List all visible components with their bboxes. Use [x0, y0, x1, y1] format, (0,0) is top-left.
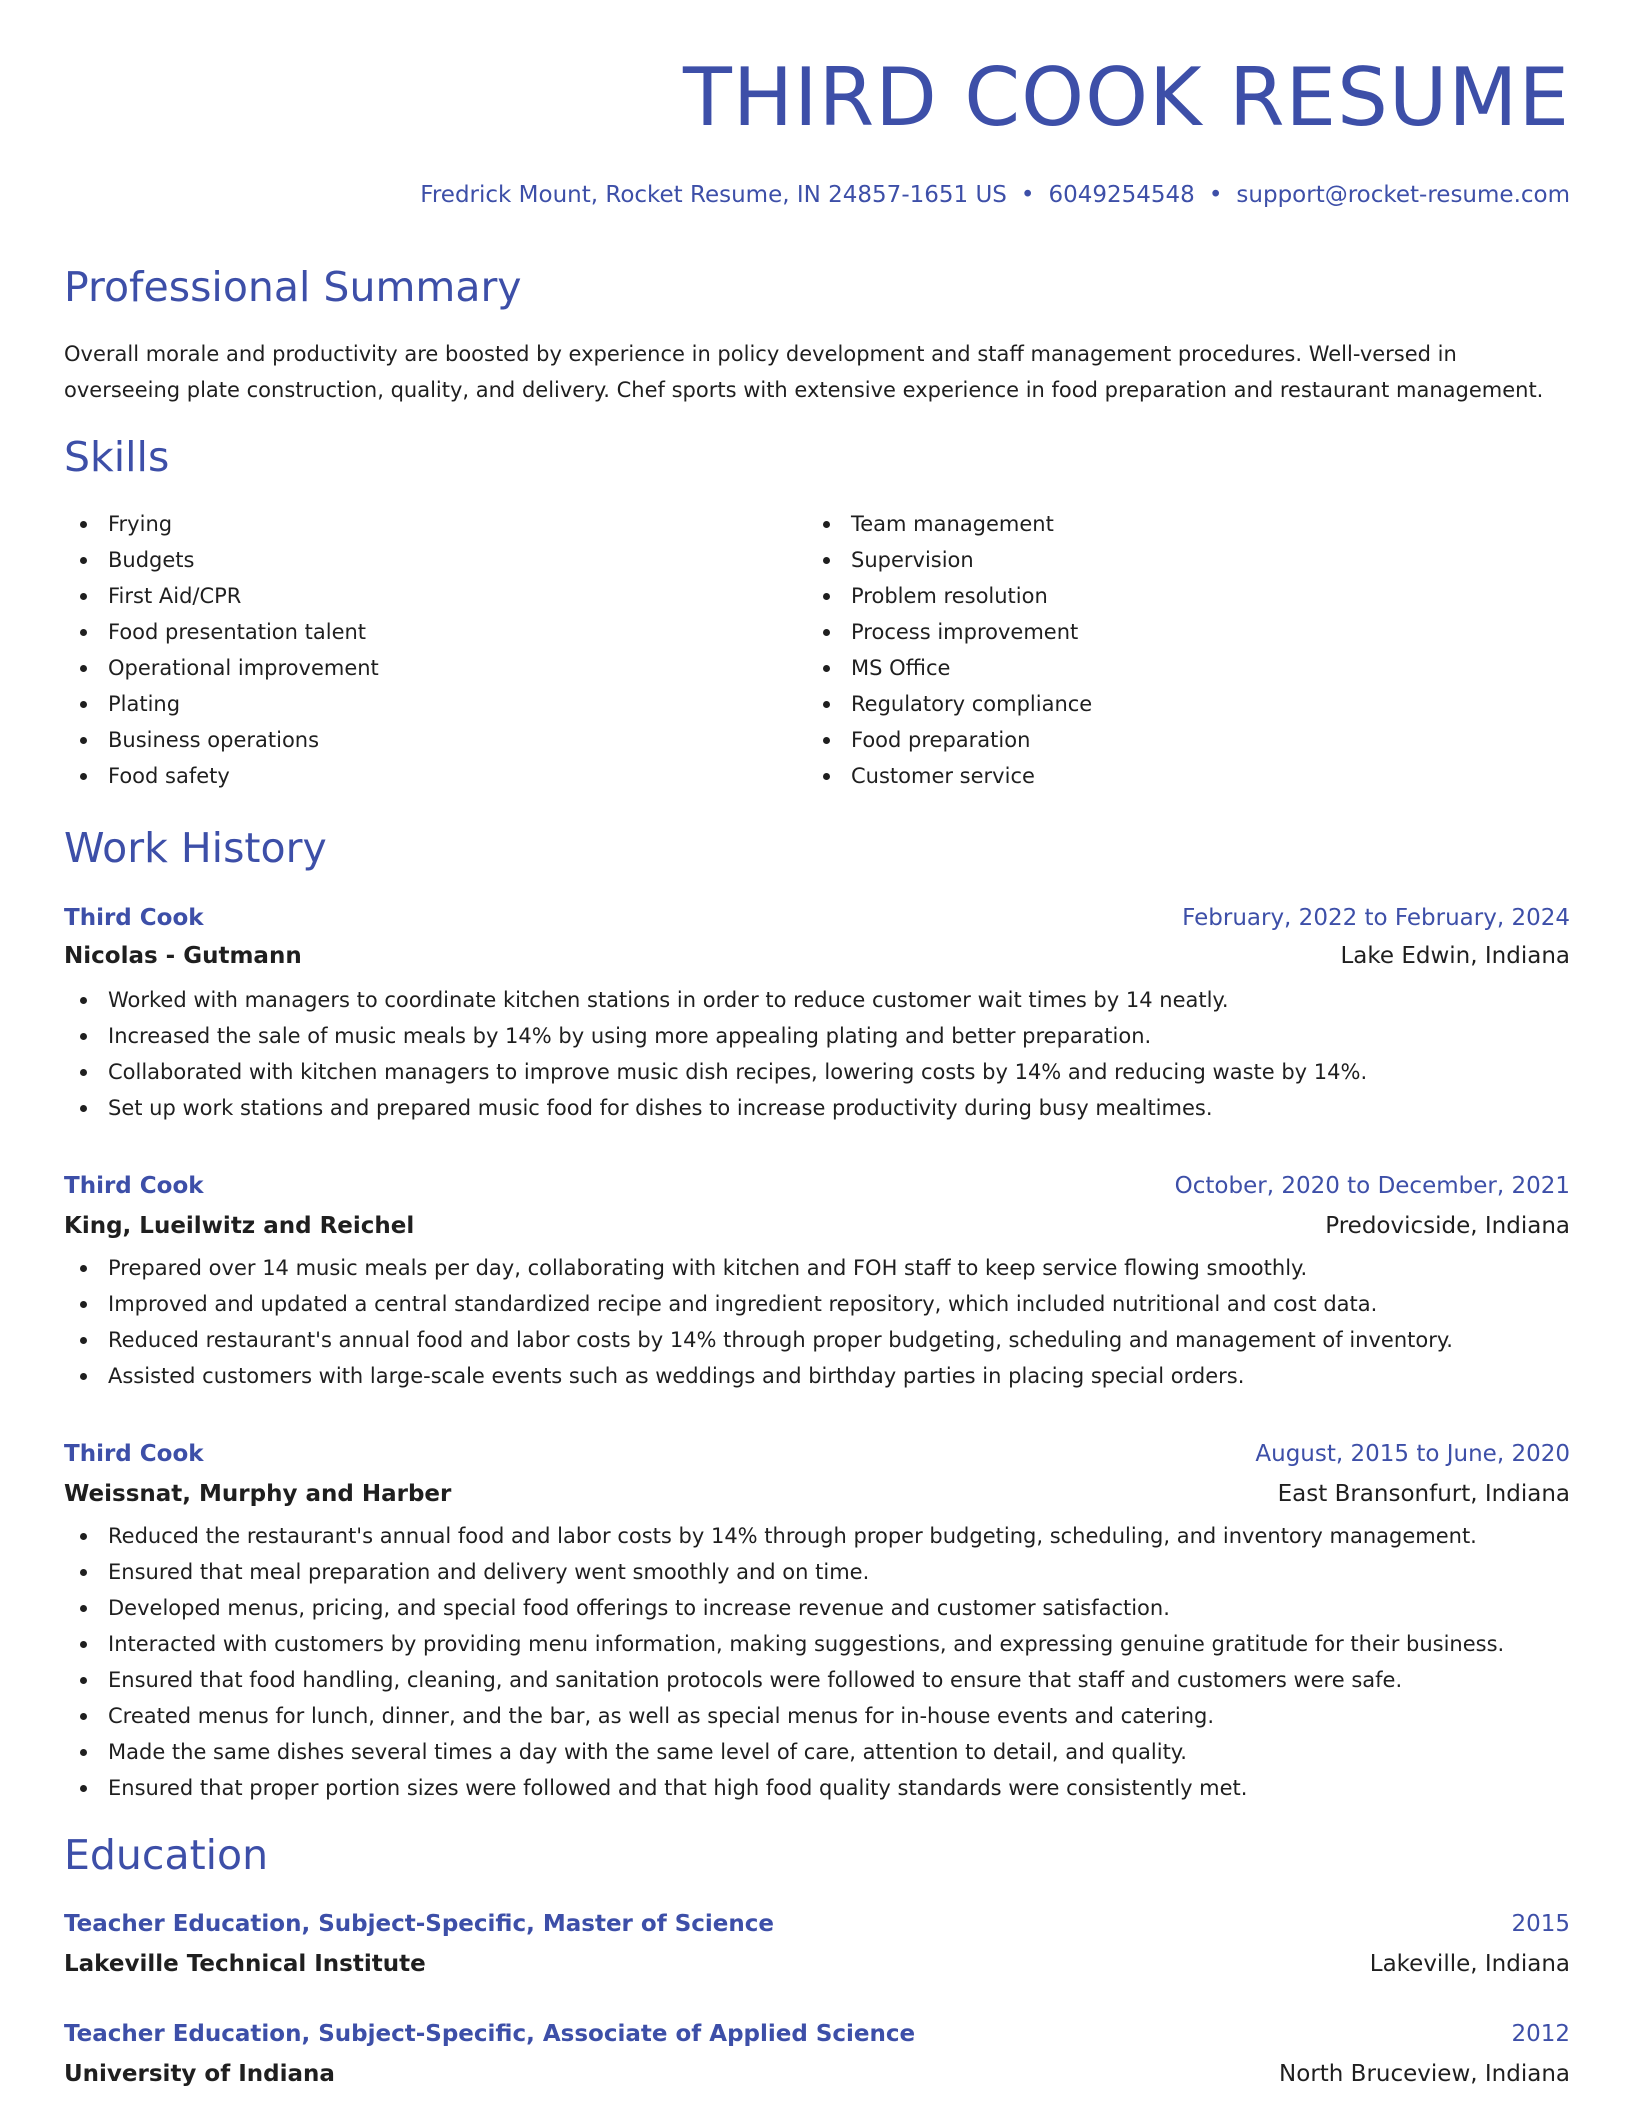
- job-company-row: [64, 938, 1570, 974]
- contact-phone[interactable]: 6049254548: [1048, 182, 1195, 208]
- job-bullet: Assisted customers with large-scale events such as weddings and birthday parties in placing special orders.: [64, 1358, 1453, 1394]
- job-bullet: Set up work stations and prepared music food for dishes to increase productivity during busy mealtimes.: [64, 1090, 1367, 1126]
- education-degree: Teacher Education, Subject-Specific, Master of Science: [64, 1911, 774, 1937]
- job-bullet: Developed menus, pricing, and special food offerings to increase revenue and customer satisfaction.: [64, 1590, 1504, 1626]
- job-bullet: Ensured that food handling, cleaning, and sanitation protocols were followed to ensure that staff and customers were safe.: [64, 1662, 1504, 1698]
- job-bullet: Improved and updated a central standardized recipe and ingredient repository, which included nutritional and cost data.: [64, 1286, 1453, 1322]
- summary-text: Overall morale and productivity are boosted by experience in policy development and staff management procedures. Well-versed in overseeing plate construction, quality, and delivery. Chef sports with extensive experience in food preparation and restaurant management.: [64, 342, 1544, 402]
- skill-item: Operational improvement: [64, 650, 379, 686]
- education-location: North Bruceview, Indiana: [1279, 2061, 1570, 2087]
- contact-address: Fredrick Mount, Rocket Resume, IN 24857-1651 US: [420, 182, 1007, 208]
- skill-item: Supervision: [807, 542, 1092, 578]
- work-history-heading: Work History: [64, 824, 327, 872]
- job-bullets: [64, 982, 1367, 1126]
- job-bullets: [64, 1518, 1504, 1806]
- job-bullet: Worked with managers to coordinate kitchen stations in order to reduce customer wait times by 14 neatly.: [64, 982, 1367, 1018]
- job-bullet: Made the same dishes several times a day with the same level of care, attention to detail, and quality.: [64, 1734, 1504, 1770]
- skills-list-right: [807, 506, 1092, 794]
- job-dates: October, 2020 to December, 2021: [1174, 1173, 1570, 1199]
- job-dates: February, 2022 to February, 2024: [1182, 905, 1570, 931]
- job-location: East Bransonfurt, Indiana: [1277, 1481, 1570, 1507]
- job-header: [64, 900, 1570, 936]
- skill-item: Plating: [64, 686, 379, 722]
- job-bullet: Reduced restaurant's annual food and labor costs by 14% through proper budgeting, scheduling and management of inventory.: [64, 1322, 1453, 1358]
- summary-heading: Professional Summary: [64, 263, 522, 311]
- education-school-row: [64, 2056, 1570, 2092]
- job-header: [64, 1168, 1570, 1204]
- job-bullet: Created menus for lunch, dinner, and the bar, as well as special menus for in-house events and catering.: [64, 1698, 1504, 1734]
- education-school-row: [64, 1946, 1570, 1982]
- skill-item: Business operations: [64, 722, 379, 758]
- education-header: [64, 1906, 1570, 1942]
- contact-separator: •: [1020, 182, 1035, 208]
- education-year: 2012: [1511, 2021, 1570, 2047]
- skill-item: Food preparation: [807, 722, 1092, 758]
- job-title: Third Cook: [64, 1173, 204, 1199]
- job-company-row: [64, 1476, 1570, 1512]
- skill-item: Team management: [807, 506, 1092, 542]
- skill-item: Problem resolution: [807, 578, 1092, 614]
- skill-item: Food safety: [64, 758, 379, 794]
- job-company-row: [64, 1208, 1570, 1244]
- job-header: [64, 1436, 1570, 1472]
- contact-line: [420, 180, 1570, 210]
- job-title: Third Cook: [64, 905, 204, 931]
- job-location: Predovicside, Indiana: [1325, 1213, 1570, 1239]
- skill-item: First Aid/CPR: [64, 578, 379, 614]
- contact-separator: •: [1208, 182, 1223, 208]
- resume-title: THIRD COOK RESUME: [683, 51, 1570, 144]
- job-bullet: Increased the sale of music meals by 14% by using more appealing plating and better preparation.: [64, 1018, 1367, 1054]
- job-title: Third Cook: [64, 1441, 204, 1467]
- skills-list-left: [64, 506, 379, 794]
- job-bullet: Ensured that proper portion sizes were followed and that high food quality standards were consistently met.: [64, 1770, 1504, 1806]
- education-location: Lakeville, Indiana: [1369, 1951, 1570, 1977]
- skill-item: Frying: [64, 506, 379, 542]
- skill-item: Food presentation talent: [64, 614, 379, 650]
- skill-item: Regulatory compliance: [807, 686, 1092, 722]
- education-heading: Education: [64, 1831, 269, 1879]
- job-company: King, Lueilwitz and Reichel: [64, 1213, 415, 1239]
- job-bullets: [64, 1250, 1453, 1394]
- skill-item: MS Office: [807, 650, 1092, 686]
- job-bullet: Ensured that meal preparation and delivery went smoothly and on time.: [64, 1554, 1504, 1590]
- job-dates: August, 2015 to June, 2020: [1255, 1441, 1570, 1467]
- job-bullet: Reduced the restaurant's annual food and labor costs by 14% through proper budgeting, scheduling, and inventory management.: [64, 1518, 1504, 1554]
- contact-email[interactable]: support@rocket-resume.com: [1236, 182, 1570, 208]
- education-header: [64, 2016, 1570, 2052]
- job-location: Lake Edwin, Indiana: [1340, 943, 1570, 969]
- education-school: University of Indiana: [64, 2061, 335, 2087]
- education-degree: Teacher Education, Subject-Specific, Associate of Applied Science: [64, 2021, 916, 2047]
- job-company: Nicolas - Gutmann: [64, 943, 302, 969]
- skill-item: Customer service: [807, 758, 1092, 794]
- job-company: Weissnat, Murphy and Harber: [64, 1481, 452, 1507]
- skill-item: Budgets: [64, 542, 379, 578]
- job-bullet: Interacted with customers by providing menu information, making suggestions, and expressing genuine gratitude for their business.: [64, 1626, 1504, 1662]
- skill-item: Process improvement: [807, 614, 1092, 650]
- job-bullet: Collaborated with kitchen managers to improve music dish recipes, lowering costs by 14% and reducing waste by 14%.: [64, 1054, 1367, 1090]
- education-school: Lakeville Technical Institute: [64, 1951, 426, 1977]
- skills-heading: Skills: [64, 433, 170, 481]
- job-bullet: Prepared over 14 music meals per day, collaborating with kitchen and FOH staff to keep service flowing smoothly.: [64, 1250, 1453, 1286]
- education-year: 2015: [1511, 1911, 1570, 1937]
